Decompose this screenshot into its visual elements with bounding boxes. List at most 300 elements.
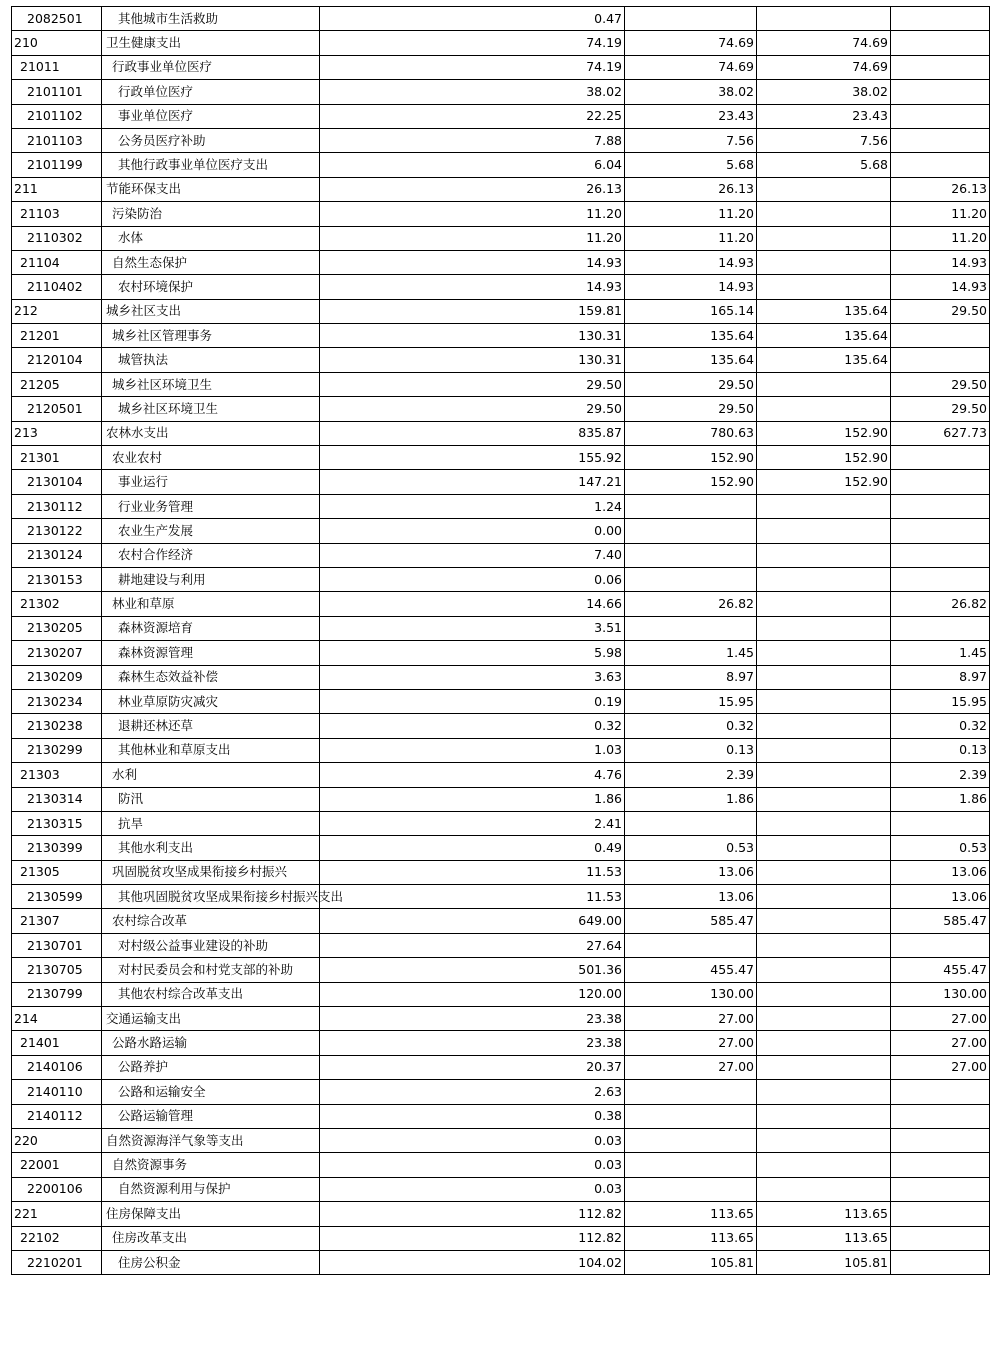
amount-cell-c2: 29.50 [625, 372, 757, 396]
amount-cell-c3: 23.43 [757, 104, 891, 128]
amount-cell-c3 [757, 763, 891, 787]
table-row [12, 104, 990, 128]
amount-cell-c1: 7.40 [320, 543, 625, 567]
amount-cell-c3 [757, 1055, 891, 1079]
subject-name-cell: 退耕还林还草 [102, 714, 320, 738]
subject-name-cell: 其他巩固脱贫攻坚成果衔接乡村振兴支出 [102, 885, 320, 909]
amount-cell-c1: 26.13 [320, 177, 625, 201]
amount-cell-c2: 135.64 [625, 348, 757, 372]
amount-cell-c3 [757, 811, 891, 835]
amount-cell-c2: 11.20 [625, 226, 757, 250]
amount-cell-c3 [757, 592, 891, 616]
amount-cell-c1: 159.81 [320, 299, 625, 323]
table-row [12, 153, 990, 177]
amount-cell-c4: 29.50 [891, 299, 990, 323]
table-row [12, 202, 990, 226]
amount-cell-c3 [757, 494, 891, 518]
amount-cell-c3 [757, 860, 891, 884]
amount-cell-c3 [757, 397, 891, 421]
amount-cell-c2: 74.69 [625, 31, 757, 55]
subject-name-cell: 自然资源利用与保护 [102, 1177, 320, 1201]
table-row [12, 80, 990, 104]
table-row [12, 1007, 990, 1031]
subject-name-cell: 森林生态效益补偿 [102, 665, 320, 689]
amount-cell-c2: 29.50 [625, 397, 757, 421]
amount-cell-c3 [757, 665, 891, 689]
amount-cell-c3 [757, 738, 891, 762]
subject-code-cell: 2130799 [12, 982, 102, 1006]
amount-cell-c3 [757, 958, 891, 982]
amount-cell-c3 [757, 641, 891, 665]
amount-cell-c4: 13.06 [891, 860, 990, 884]
amount-cell-c1: 27.64 [320, 933, 625, 957]
amount-cell-c1: 11.53 [320, 885, 625, 909]
amount-cell-c2: 152.90 [625, 470, 757, 494]
amount-cell-c2 [625, 811, 757, 835]
subject-code-cell: 2130207 [12, 641, 102, 665]
amount-cell-c3 [757, 1007, 891, 1031]
subject-code-cell: 211 [12, 177, 102, 201]
table-row [12, 470, 990, 494]
subject-name-cell: 住房改革支出 [102, 1226, 320, 1250]
amount-cell-c3 [757, 1104, 891, 1128]
amount-cell-c1: 0.06 [320, 567, 625, 591]
amount-cell-c4 [891, 31, 990, 55]
amount-cell-c1: 155.92 [320, 446, 625, 470]
amount-cell-c3 [757, 275, 891, 299]
amount-cell-c2: 14.93 [625, 250, 757, 274]
amount-cell-c4 [891, 7, 990, 31]
subject-code-cell: 2130299 [12, 738, 102, 762]
amount-cell-c1: 1.86 [320, 787, 625, 811]
amount-cell-c4 [891, 1153, 990, 1177]
amount-cell-c1: 130.31 [320, 348, 625, 372]
subject-name-cell: 节能环保支出 [102, 177, 320, 201]
amount-cell-c1: 3.63 [320, 665, 625, 689]
amount-cell-c1: 11.20 [320, 202, 625, 226]
amount-cell-c1: 112.82 [320, 1202, 625, 1226]
table-row [12, 836, 990, 860]
subject-name-cell: 住房保障支出 [102, 1202, 320, 1226]
subject-name-cell: 公务员医疗补助 [102, 128, 320, 152]
amount-cell-c2: 23.43 [625, 104, 757, 128]
subject-name-cell: 林业草原防灾减灾 [102, 689, 320, 713]
amount-cell-c4 [891, 348, 990, 372]
amount-cell-c3 [757, 787, 891, 811]
subject-code-cell: 2110402 [12, 275, 102, 299]
subject-name-cell: 自然生态保护 [102, 250, 320, 274]
amount-cell-c4: 29.50 [891, 372, 990, 396]
amount-cell-c3 [757, 543, 891, 567]
subject-code-cell: 213 [12, 421, 102, 445]
amount-cell-c4: 29.50 [891, 397, 990, 421]
table-row [12, 397, 990, 421]
table-row [12, 421, 990, 445]
amount-cell-c2: 2.39 [625, 763, 757, 787]
subject-name-cell: 城管执法 [102, 348, 320, 372]
table-row [12, 1177, 990, 1201]
subject-code-cell: 2101101 [12, 80, 102, 104]
amount-cell-c3 [757, 616, 891, 640]
subject-name-cell: 森林资源培育 [102, 616, 320, 640]
amount-cell-c4 [891, 1177, 990, 1201]
table-row [12, 543, 990, 567]
table-row [12, 616, 990, 640]
amount-cell-c4 [891, 153, 990, 177]
table-row [12, 519, 990, 543]
subject-code-cell: 2200106 [12, 1177, 102, 1201]
subject-name-cell: 抗旱 [102, 811, 320, 835]
amount-cell-c2: 113.65 [625, 1226, 757, 1250]
table-row [12, 787, 990, 811]
amount-cell-c4: 627.73 [891, 421, 990, 445]
amount-cell-c1: 1.24 [320, 494, 625, 518]
subject-name-cell: 农村综合改革 [102, 909, 320, 933]
table-row [12, 738, 990, 762]
subject-code-cell: 21305 [12, 860, 102, 884]
amount-cell-c3: 74.69 [757, 55, 891, 79]
amount-cell-c3 [757, 177, 891, 201]
table-row [12, 909, 990, 933]
amount-cell-c3 [757, 250, 891, 274]
amount-cell-c2: 0.13 [625, 738, 757, 762]
amount-cell-c1: 0.03 [320, 1128, 625, 1152]
amount-cell-c4: 11.20 [891, 226, 990, 250]
subject-name-cell: 其他行政事业单位医疗支出 [102, 153, 320, 177]
amount-cell-c3: 152.90 [757, 470, 891, 494]
amount-cell-c4: 27.00 [891, 1007, 990, 1031]
amount-cell-c1: 1.03 [320, 738, 625, 762]
amount-cell-c4: 11.20 [891, 202, 990, 226]
amount-cell-c1: 4.76 [320, 763, 625, 787]
amount-cell-c1: 130.31 [320, 324, 625, 348]
amount-cell-c3: 135.64 [757, 324, 891, 348]
amount-cell-c1: 147.21 [320, 470, 625, 494]
amount-cell-c3 [757, 1031, 891, 1055]
amount-cell-c4: 1.45 [891, 641, 990, 665]
amount-cell-c1: 5.98 [320, 641, 625, 665]
amount-cell-c4 [891, 324, 990, 348]
subject-name-cell: 农村环境保护 [102, 275, 320, 299]
amount-cell-c4 [891, 1202, 990, 1226]
amount-cell-c3: 74.69 [757, 31, 891, 55]
amount-cell-c3 [757, 933, 891, 957]
amount-cell-c4: 0.53 [891, 836, 990, 860]
subject-name-cell: 行业业务管理 [102, 494, 320, 518]
subject-code-cell: 2140106 [12, 1055, 102, 1079]
subject-name-cell: 林业和草原 [102, 592, 320, 616]
subject-code-cell: 2130315 [12, 811, 102, 835]
table-row [12, 567, 990, 591]
subject-name-cell: 城乡社区管理事务 [102, 324, 320, 348]
table-row [12, 860, 990, 884]
amount-cell-c4: 15.95 [891, 689, 990, 713]
subject-name-cell: 森林资源管理 [102, 641, 320, 665]
amount-cell-c2 [625, 1128, 757, 1152]
subject-code-cell: 21302 [12, 592, 102, 616]
subject-code-cell: 220 [12, 1128, 102, 1152]
subject-code-cell: 210 [12, 31, 102, 55]
subject-name-cell: 城乡社区环境卫生 [102, 372, 320, 396]
subject-name-cell: 行政单位医疗 [102, 80, 320, 104]
subject-name-cell: 交通运输支出 [102, 1007, 320, 1031]
amount-cell-c3: 38.02 [757, 80, 891, 104]
subject-code-cell: 2130705 [12, 958, 102, 982]
amount-cell-c4 [891, 446, 990, 470]
amount-cell-c2 [625, 494, 757, 518]
amount-cell-c4 [891, 128, 990, 152]
amount-cell-c4: 0.32 [891, 714, 990, 738]
subject-name-cell: 事业单位医疗 [102, 104, 320, 128]
amount-cell-c2 [625, 616, 757, 640]
subject-code-cell: 212 [12, 299, 102, 323]
amount-cell-c2: 0.53 [625, 836, 757, 860]
table-row [12, 1226, 990, 1250]
amount-cell-c3 [757, 1177, 891, 1201]
amount-cell-c2: 135.64 [625, 324, 757, 348]
amount-cell-c3: 7.56 [757, 128, 891, 152]
amount-cell-c3 [757, 372, 891, 396]
amount-cell-c3 [757, 836, 891, 860]
amount-cell-c4: 27.00 [891, 1055, 990, 1079]
amount-cell-c3 [757, 714, 891, 738]
subject-code-cell: 2120104 [12, 348, 102, 372]
subject-code-cell: 2130124 [12, 543, 102, 567]
amount-cell-c1: 14.93 [320, 275, 625, 299]
amount-cell-c4 [891, 1250, 990, 1274]
subject-code-cell: 2130234 [12, 689, 102, 713]
table-row [12, 250, 990, 274]
amount-cell-c1: 14.93 [320, 250, 625, 274]
amount-cell-c4 [891, 616, 990, 640]
amount-cell-c3 [757, 567, 891, 591]
amount-cell-c3: 5.68 [757, 153, 891, 177]
amount-cell-c3 [757, 202, 891, 226]
amount-cell-c4 [891, 55, 990, 79]
table-row [12, 1128, 990, 1152]
amount-cell-c1: 0.47 [320, 7, 625, 31]
subject-code-cell: 2101103 [12, 128, 102, 152]
amount-cell-c1: 2.63 [320, 1080, 625, 1104]
amount-cell-c4: 130.00 [891, 982, 990, 1006]
amount-cell-c2: 27.00 [625, 1031, 757, 1055]
amount-cell-c4 [891, 1226, 990, 1250]
table-row [12, 885, 990, 909]
amount-cell-c4 [891, 104, 990, 128]
subject-code-cell: 2110302 [12, 226, 102, 250]
table-row [12, 1080, 990, 1104]
subject-name-cell: 农村合作经济 [102, 543, 320, 567]
table-row [12, 324, 990, 348]
amount-cell-c4: 455.47 [891, 958, 990, 982]
subject-code-cell: 2120501 [12, 397, 102, 421]
subject-code-cell: 214 [12, 1007, 102, 1031]
amount-cell-c4: 14.93 [891, 250, 990, 274]
subject-code-cell: 2130209 [12, 665, 102, 689]
amount-cell-c2 [625, 933, 757, 957]
subject-name-cell: 卫生健康支出 [102, 31, 320, 55]
subject-code-cell: 2130701 [12, 933, 102, 957]
amount-cell-c2: 13.06 [625, 860, 757, 884]
amount-cell-c2: 13.06 [625, 885, 757, 909]
amount-cell-c4 [891, 811, 990, 835]
amount-cell-c1: 835.87 [320, 421, 625, 445]
amount-cell-c1: 11.53 [320, 860, 625, 884]
subject-code-cell: 2210201 [12, 1250, 102, 1274]
amount-cell-c2 [625, 1104, 757, 1128]
subject-name-cell: 对村民委员会和村党支部的补助 [102, 958, 320, 982]
subject-code-cell: 21301 [12, 446, 102, 470]
amount-cell-c4 [891, 567, 990, 591]
amount-cell-c4 [891, 933, 990, 957]
amount-cell-c2: 780.63 [625, 421, 757, 445]
subject-name-cell: 其他水利支出 [102, 836, 320, 860]
subject-code-cell: 21201 [12, 324, 102, 348]
amount-cell-c3: 152.90 [757, 421, 891, 445]
amount-cell-c2 [625, 543, 757, 567]
amount-cell-c3: 113.65 [757, 1202, 891, 1226]
table-row [12, 1055, 990, 1079]
amount-cell-c2: 455.47 [625, 958, 757, 982]
table-row [12, 933, 990, 957]
amount-cell-c3: 135.64 [757, 348, 891, 372]
amount-cell-c4 [891, 80, 990, 104]
table-row [12, 275, 990, 299]
amount-cell-c2: 165.14 [625, 299, 757, 323]
table-row [12, 226, 990, 250]
amount-cell-c4: 8.97 [891, 665, 990, 689]
subject-code-cell: 2082501 [12, 7, 102, 31]
subject-name-cell: 住房公积金 [102, 1250, 320, 1274]
table-row [12, 982, 990, 1006]
subject-code-cell: 21303 [12, 763, 102, 787]
subject-code-cell: 21401 [12, 1031, 102, 1055]
table-row [12, 811, 990, 835]
amount-cell-c2: 26.13 [625, 177, 757, 201]
table-row [12, 55, 990, 79]
amount-cell-c1: 0.38 [320, 1104, 625, 1128]
subject-code-cell: 2130599 [12, 885, 102, 909]
subject-name-cell: 公路运输管理 [102, 1104, 320, 1128]
table-row [12, 689, 990, 713]
subject-code-cell: 2130205 [12, 616, 102, 640]
amount-cell-c3 [757, 1153, 891, 1177]
subject-code-cell: 2101199 [12, 153, 102, 177]
table-row [12, 1202, 990, 1226]
amount-cell-c2: 1.86 [625, 787, 757, 811]
amount-cell-c4 [891, 1128, 990, 1152]
amount-cell-c2: 8.97 [625, 665, 757, 689]
amount-cell-c4: 26.82 [891, 592, 990, 616]
amount-cell-c2: 74.69 [625, 55, 757, 79]
amount-cell-c1: 22.25 [320, 104, 625, 128]
amount-cell-c4 [891, 1104, 990, 1128]
subject-code-cell: 21307 [12, 909, 102, 933]
subject-name-cell: 公路和运输安全 [102, 1080, 320, 1104]
amount-cell-c4: 14.93 [891, 275, 990, 299]
subject-name-cell: 自然资源海洋气象等支出 [102, 1128, 320, 1152]
subject-name-cell: 农林水支出 [102, 421, 320, 445]
subject-code-cell: 2130112 [12, 494, 102, 518]
amount-cell-c1: 38.02 [320, 80, 625, 104]
amount-cell-c2: 38.02 [625, 80, 757, 104]
amount-cell-c1: 0.00 [320, 519, 625, 543]
subject-name-cell: 水体 [102, 226, 320, 250]
subject-name-cell: 其他农村综合改革支出 [102, 982, 320, 1006]
subject-name-cell: 农业生产发展 [102, 519, 320, 543]
amount-cell-c2 [625, 519, 757, 543]
subject-name-cell: 行政事业单位医疗 [102, 55, 320, 79]
amount-cell-c1: 7.88 [320, 128, 625, 152]
amount-cell-c1: 2.41 [320, 811, 625, 835]
amount-cell-c1: 0.03 [320, 1153, 625, 1177]
amount-cell-c3 [757, 226, 891, 250]
subject-name-cell: 城乡社区环境卫生 [102, 397, 320, 421]
table-row [12, 1104, 990, 1128]
amount-cell-c4 [891, 519, 990, 543]
table-row [12, 641, 990, 665]
amount-cell-c4: 585.47 [891, 909, 990, 933]
amount-cell-c3 [757, 689, 891, 713]
subject-name-cell: 其他林业和草原支出 [102, 738, 320, 762]
amount-cell-c3: 152.90 [757, 446, 891, 470]
amount-cell-c3 [757, 1128, 891, 1152]
table-row [12, 1031, 990, 1055]
subject-name-cell: 城乡社区支出 [102, 299, 320, 323]
amount-cell-c1: 23.38 [320, 1007, 625, 1031]
subject-name-cell: 水利 [102, 763, 320, 787]
subject-name-cell: 农业农村 [102, 446, 320, 470]
subject-code-cell: 22102 [12, 1226, 102, 1250]
table-row [12, 958, 990, 982]
subject-name-cell: 公路养护 [102, 1055, 320, 1079]
amount-cell-c1: 29.50 [320, 372, 625, 396]
amount-cell-c1: 3.51 [320, 616, 625, 640]
subject-code-cell: 2140110 [12, 1080, 102, 1104]
amount-cell-c1: 0.19 [320, 689, 625, 713]
table-row [12, 592, 990, 616]
table-row [12, 31, 990, 55]
amount-cell-c3 [757, 7, 891, 31]
subject-code-cell: 2130122 [12, 519, 102, 543]
subject-name-cell: 巩固脱贫攻坚成果衔接乡村振兴 [102, 860, 320, 884]
amount-cell-c1: 120.00 [320, 982, 625, 1006]
table-row [12, 299, 990, 323]
subject-name-cell: 事业运行 [102, 470, 320, 494]
amount-cell-c4: 1.86 [891, 787, 990, 811]
amount-cell-c4: 27.00 [891, 1031, 990, 1055]
amount-cell-c3 [757, 519, 891, 543]
subject-code-cell: 2130104 [12, 470, 102, 494]
amount-cell-c1: 11.20 [320, 226, 625, 250]
subject-code-cell: 2130153 [12, 567, 102, 591]
subject-name-cell: 自然资源事务 [102, 1153, 320, 1177]
amount-cell-c2: 1.45 [625, 641, 757, 665]
amount-cell-c1: 112.82 [320, 1226, 625, 1250]
amount-cell-c3 [757, 982, 891, 1006]
budget-table-sheet [11, 6, 990, 1275]
amount-cell-c4: 0.13 [891, 738, 990, 762]
table-row [12, 348, 990, 372]
subject-name-cell: 其他城市生活救助 [102, 7, 320, 31]
amount-cell-c4 [891, 1080, 990, 1104]
table-row [12, 763, 990, 787]
amount-cell-c4: 13.06 [891, 885, 990, 909]
amount-cell-c2 [625, 1080, 757, 1104]
table-row [12, 128, 990, 152]
amount-cell-c3: 113.65 [757, 1226, 891, 1250]
table-row [12, 714, 990, 738]
